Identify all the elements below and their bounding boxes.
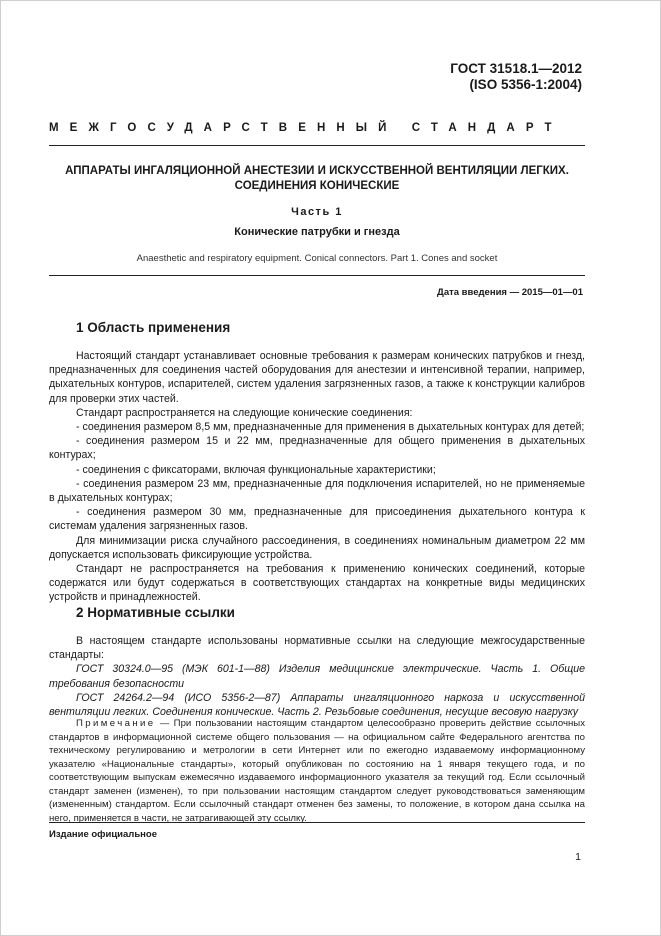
list-item: - соединения размером 15 и 22 мм, предназначенные для общего применения в дыхательных контурах; [49, 435, 585, 462]
standard-code-gost: ГОСТ 31518.1—2012 [450, 61, 582, 76]
top-divider [49, 145, 585, 146]
list-item: - соединения размером 8,5 мм, предназначенные для применения в дыхательных контурах для детей; [76, 421, 585, 434]
section-1-body [49, 349, 585, 605]
document-title [49, 164, 585, 194]
list-item: - соединения размером 23 мм, предназначенные для подключения испарителей, но не применяемые в дыхательных контурах; [49, 477, 585, 505]
standard-code [450, 61, 582, 93]
title-divider [49, 275, 585, 276]
title-line-2: СОЕДИНЕНИЯ КОНИЧЕСКИЕ [234, 180, 400, 192]
normative-reference: ГОСТ 30324.0—95 (МЭК 601-1—88) Изделия медицинские электрические. Часть 1. Общие требования безопасности [49, 663, 585, 690]
note-block [49, 717, 585, 825]
section-2-heading: 2 Нормативные ссылки [76, 605, 235, 620]
section-1-heading: 1 Область применения [76, 320, 231, 335]
section-2-paragraph-1: В настоящем стандарте использованы нормативные ссылки на следующие межгосударственные стандарты: [49, 635, 585, 662]
list-item: - соединения с фиксаторами, включая функциональные характеристики; [76, 463, 436, 476]
page-number: 1 [575, 851, 581, 863]
official-edition-label: Издание официальное [49, 829, 157, 840]
part-label: Часть 1 [291, 206, 343, 218]
section-1-paragraph-2: Стандарт распространяется на следующие конические соединения: [76, 406, 413, 419]
list-item: - соединения размером 30 мм, предназначенные для присоединения дыхательного контура к системам удаления загрязненных газов. [49, 506, 585, 533]
title-line-1: АППАРАТЫ ИНГАЛЯЦИОННОЙ АНЕСТЕЗИИ И ИСКУССТВЕННОЙ ВЕНТИЛЯЦИИ ЛЕГКИХ. [65, 165, 569, 177]
section-1-paragraph-4: Стандарт не распространяется на требования к применению конических соединений, которые содержатся или будут содержаться в соответствующих стандартах на конкретные виды медицинских устройств и принадлежностей. [49, 563, 585, 604]
introduction-date: Дата введения — 2015—01—01 [437, 287, 583, 298]
note-text: — При пользовании настоящим стандартом целесообразно проверить действие ссылочных стандартов в информационной системе общего пользования — на официальном сайте Федерального агентства по техническому регулированию и метрологии в сети Интернет или по ежегодно издаваемому информационному указателю «Национальные стандарты», который опубликован по состоянию на 1 января текущего года, и по соответствующим выпускам ежемесячно издаваемого информационного указателя за текущий год. Если ссылочный стандарт заменен (изменен), то при пользовании настоящим стандартом следует руководствоваться заменяющим (измененным) стандартом. Если ссылочный стандарт отменен без замены, то положение, в котором дана ссылка на него, применяется в части, не затрагивающей эту ссылку. [49, 718, 586, 824]
section-1-paragraph-1: Настоящий стандарт устанавливает основные требования к размерам конических патрубков и гнезд, предназначенных для соединения частей оборудования для анестезии и интенсивной терапии, например, дыхательных контуров, испарителей, систем удаления загрязненных газов, а также к конструкции калибров для проверки этих частей. [49, 350, 585, 405]
english-title: Anaesthetic and respiratory equipment. Conical connectors. Part 1. Cones and socket [136, 253, 498, 264]
part-subtitle: Конические патрубки и гнезда [234, 226, 400, 238]
standard-code-iso: (ISO 5356-1:2004) [469, 77, 582, 92]
note-label: Примечание [76, 718, 156, 729]
normative-reference: ГОСТ 24264.2—94 (ИСО 5356-2—87) Аппараты ингаляционного наркоза и искусственной вентиляции легких. Соединения конические. Часть 2. Резьбовые соединения, несущие весовую нагрузку [49, 691, 585, 719]
section-1-paragraph-3: Для минимизации риска случайного рассоединения, в соединениях номинальным диаметром 22 мм допускается использовать фиксирующие устройства. [49, 534, 585, 561]
section-2-body [49, 634, 585, 719]
footer-divider [49, 822, 585, 823]
standard-type: МЕЖГОСУДАРСТВЕННЫЙ СТАНДАРТ [49, 122, 563, 134]
